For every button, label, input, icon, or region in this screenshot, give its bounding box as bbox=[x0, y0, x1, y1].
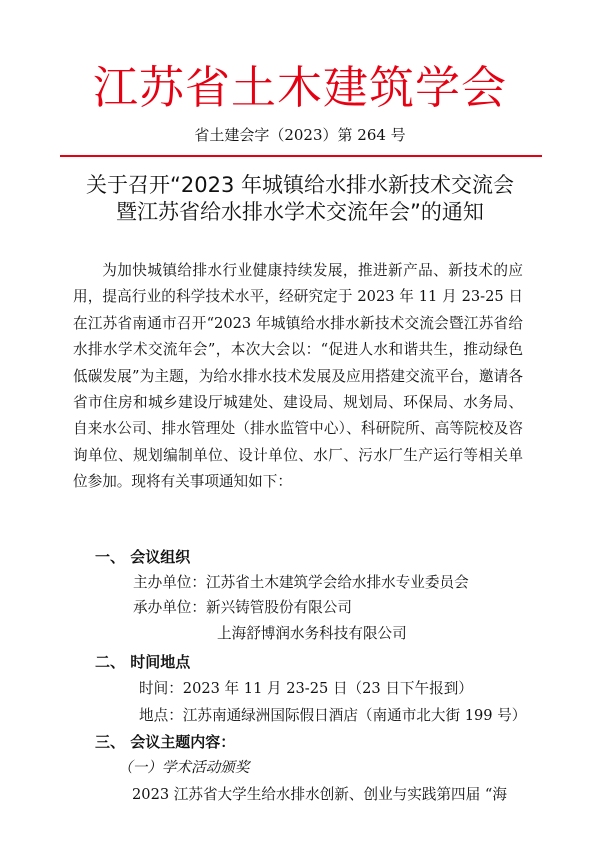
host-unit: 主办单位：江苏省土木建筑学会给水排水专业委员会 bbox=[133, 574, 469, 591]
notice-title bbox=[40, 172, 560, 226]
subsection-academic-awards: （一）学术活动颁奖 bbox=[118, 759, 250, 776]
notice-title-line-2: 暨江苏省给水排水学术交流年会”的通知 bbox=[116, 200, 484, 224]
header-divider bbox=[60, 155, 542, 157]
meeting-place: 地点：江苏南通绿洲国际假日酒店（南通市北大街 199 号） bbox=[139, 707, 527, 724]
notice-title-line-1: 关于召开“2023 年城镇给水排水新技术交流会 bbox=[86, 173, 514, 197]
organizer-unit-1: 承办单位：新兴铸管股份有限公司 bbox=[133, 599, 352, 616]
document-number: 省土建会字（2023）第 264 号 bbox=[194, 126, 406, 144]
organizer-unit-2: 上海舒博润水务科技有限公司 bbox=[217, 625, 407, 642]
section-heading-organization: 一、 会议组织 bbox=[95, 548, 191, 566]
intro-paragraph: 为加快城镇给排水行业健康持续发展，推进新产品、新技术的应用，提高行业的科学技术水平，经研究定于 2023 年 11 月 23-25 日在江苏省南通市召开“2023 年城镇给水排水新技术交流会暨江苏省给水排水学术交流年会”，本次大会以：“促进人水和谐共生，推动绿色低碳发展”为主题，为给水排水技术发展及应用搭建交流平台，邀请各省市住房和城乡建设厅城建处、建设局、规划局、环保局、水务局、自来水公司、排水管理处（排水监管中心）、科研院所、高等院校及咨询单位、规划编制单位、设计单位、水厂、污水厂生产运行等相关单位参加。现将有关事项通知如下： bbox=[73, 262, 523, 491]
meeting-time: 时间：2023 年 11 月 23-25 日（23 日下午报到） bbox=[139, 680, 473, 697]
organization-name: 江苏省土木建筑学会 bbox=[92, 61, 507, 114]
section-heading-topics: 三、 会议主题内容： bbox=[95, 733, 236, 751]
section-heading-time-place: 二、 时间地点 bbox=[95, 653, 191, 671]
topic-line-1: 2023 江苏省大学生给水排水创新、创业与实践第四届 “海 bbox=[132, 786, 507, 803]
